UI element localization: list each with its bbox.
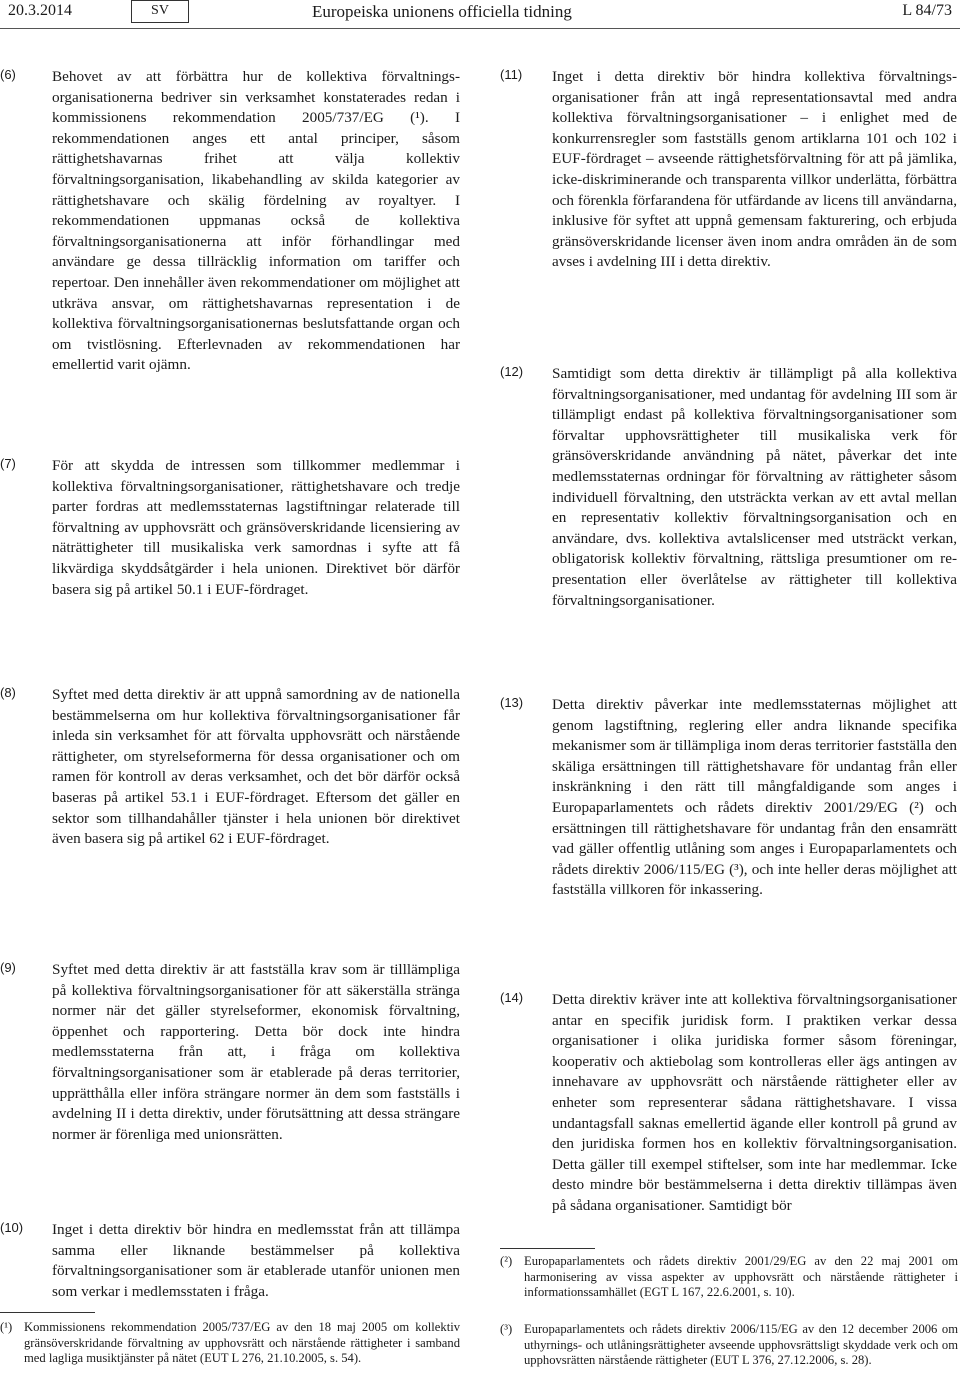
- footnote-number: (²): [500, 1254, 513, 1268]
- recital-number: (6): [0, 67, 16, 82]
- recital-number: (11): [500, 67, 523, 82]
- recital-number: (7): [0, 456, 16, 471]
- footnote-number: (¹): [0, 1320, 13, 1334]
- footnote-text: Europaparlamentets och rådets direktiv 2001/29/EG av den 22 maj 2001 om harmonisering av vissa aspekter av upphovsrätt och närstående rättigheter i informationssamhället (EGT L 167, 22.6.2001, s. 10).: [524, 1254, 958, 1299]
- footnote-text: Europaparlamentets och rådets direktiv 2006/115/EG av den 12 december 2006 om uthyrnings- och utlåningsrättigheter avseende upphovsrättsligt skyddade verk och om upphovsrätten närstående rättigheter (EUT L 376, 27.12.2006, s. 28).: [524, 1322, 958, 1367]
- recital-text: För att skydda de intressen som tillkommer medlemmar i kollektiva förvaltningsorganisationer, rättighetshavare och tredje parter fordras att medlemsstaternas lagstiftningar relaterade till förvaltning av upphovsrätt och gränsöverskridande licensiering av näträttigheter till musikaliska verk samordnas i syfte att få likvärdiga skyddsåtgärder i hela unionen. Direktivet bör därför basera sig på artikel 50.1 i EUF-fördraget.: [52, 457, 460, 598]
- recital-text: Detta direktiv kräver inte att kollektiva förvaltningsorganisationer antar en specifik juridisk form. I praktiken verkar dessa organisationer i olika juridiska former såsom föreningar, kooperativ och aktiebolag som kontrolleras eller ägs antingen av innehavare av upphovsrätt och närstående rättigheter eller av enheter som representerar sådana rättighetshavare. I vissa undantagsfall saknas emellertid ägande eller kontroll på grund av den juridiska formen hos en kollektiv förvaltningsorganisation. Detta gäller till exempel stiftelser, som inte har medlemmar. Icke desto mindre bör bestämmelserna i detta direktiv tillämpas även på sådana organisationer. Samtidigt bör: [552, 991, 957, 1214]
- recital-number: (14): [500, 990, 524, 1005]
- recital-number: (13): [500, 695, 524, 710]
- page-number: L 84/73: [902, 2, 952, 19]
- recital-text: Inget i detta direktiv bör hindra en medlemsstat från att tillämpa samma eller liknande bestämmelser på kollektiva förvaltningsorganisationer som är etablerade utanför unionen men som verkar i medlemsstaten i fråga.: [52, 1221, 460, 1300]
- language-box: SV: [131, 0, 189, 23]
- recital-number: (10): [0, 1220, 24, 1235]
- recital-text: Syftet med detta direktiv är att uppnå samordning av de nationella bestämmelserna om hur kollektiva förvaltningsorganisationer får inleda sin verksamhet för att förvalta upphovsrätt och närstående rättigheter, om styrelseformerna för dessa organisationer och om ramen för kontroll av deras verksamhet, och det bör därför också baseras på artikel 53.1 i EUF-fördraget. Eftersom det gäller en sektor som tillhandahåller tjänster i hela unionen bör direktivet även basera sig på artikel 62 i EUF-fördraget.: [52, 686, 460, 848]
- recital-text: Inget i detta direktiv bör hindra kollektiva förvaltningsorganisationer från att ingå representationsavtal med andra kollektiva förvaltningsorganisationer – i enlighet med de konkurrensregler som fastställs genom artiklarna 101 och 102 i EUF-fördraget – avseende rättighetsförvaltning för att på jämlika, icke-diskriminerande och transparenta villkor underlätta, förbättra och förenkla förfarandena för utfärdande av licens till användarna, inklusive för syftet att uppnå gemensam fakturering, och erbjuda gränsöverskridande licenser även inom andra områden än de som avses i avdelning III i detta direktiv.: [552, 68, 957, 271]
- recital-text: Samtidigt som detta direktiv är tillämpligt på alla kollektiva förvaltningsorganisationer, med undantag för avdelning III som är tillämpligt endast på kollektiva förvaltningsorganisationer som förvaltar upphovsrättigheter till musikaliska verk för gränsöverskridande användning på nätet, påverkar det inte medlemsstaternas ordningar för förvaltning av rättigheter såsom individuell förvaltning, den utsträckta verkan av ett avtal mellan en representativ kollektiv förvaltningsorganisation och en användare, dvs. kollektiva avtalslicenser med utsträckt verkan, obligatorisk kollektiv förvaltning, rättsliga presumtioner om representation eller överlåtelse av rättigheter till kollektiva förvaltningsorganisationer.: [552, 365, 957, 609]
- footnote-number: (³): [500, 1322, 513, 1336]
- header-rule: [0, 28, 960, 29]
- recital-number: (9): [0, 960, 16, 975]
- recital-text: Syftet med detta direktiv är att fastställa krav som är tilllämpliga på kollektiva förvaltningsorganisationer för att säkerställa stränga normer när det gäller styrelseformer, ekonomisk förvaltning, öppenhet och rapportering. Detta bör dock inte hindra medlemsstaterna från att, i fråga om kollektiva förvaltningsorganisationer som är etablerade på deras territorier, upprätthålla eller införa strängare normer än dem som fastställs i avdelning II i detta direktiv, under förutsättning att dessa strängare normer är förenliga med unionsrätten.: [52, 961, 460, 1143]
- journal-title: Europeiska unionens officiella tidning: [312, 2, 572, 21]
- recital-text: Behovet av att förbättra hur de kollektiva förvaltningsorganisationerna bedriver sin verksamhet konstaterades redan i kommissionens rekommendation 2005/737/EG (¹). I rekommendationen anges ett antal principer, såsom rättighetshavarnas frihet att välja kollektiv förvaltningsorganisation, likabehandling av skilda kategorier av rättighetshavare och skälig fördelning av royaltyer. I rekommendationen uppmanas också de kollektiva förvaltningsorganisationerna att inför förhandlingar med användare ge dessa tillräcklig information om tariffer och repertoar. Den innehåller även rekommendationer om möjlighet att utkräva ansvar, om rättighetshavarnas representation i de kollektiva förvaltningsorganisationernas beslutsfattande organ och om tvistlösning. Efterlevnaden av rekommendationen har emellertid varit ojämn.: [52, 68, 460, 374]
- recital-number: (8): [0, 685, 16, 700]
- page-header: [0, 0, 960, 28]
- recital-number: (12): [500, 364, 524, 379]
- publication-date: 20.3.2014: [8, 2, 72, 19]
- footnote-separator: [0, 1312, 95, 1313]
- footnote-separator: [500, 1248, 595, 1249]
- footnote-text: Kommissionens rekommendation 2005/737/EG av den 18 maj 2005 om kollektiv gränsöverskridande förvaltning av upphovsrätt och närstående rättigheter i samband med lagliga musiktjänster på nätet (EUT L 276, 21.10.2005, s. 54).: [24, 1320, 460, 1365]
- recital-text: Detta direktiv påverkar inte medlemsstaternas möjlighet att genom lagstiftning, reglering eller andra liknande specifika mekanismer som är tillämpliga inom deras territorier fastställa den skäliga ersättningen till rättighetshavare för undantag från eller inskränkning i den rätt till mångfaldigande som anges i Europaparlamentets och rådets direktiv 2001/29/EG (²) och ersättningen till rättighetshavare för undantag från den ensamrätt vad gäller offentlig utlåning som anges i Europaparlamentets och rådets direktiv 2006/115/EG (³), och inte heller deras möjlighet att fastställa villkoren för inkassering.: [552, 696, 957, 899]
